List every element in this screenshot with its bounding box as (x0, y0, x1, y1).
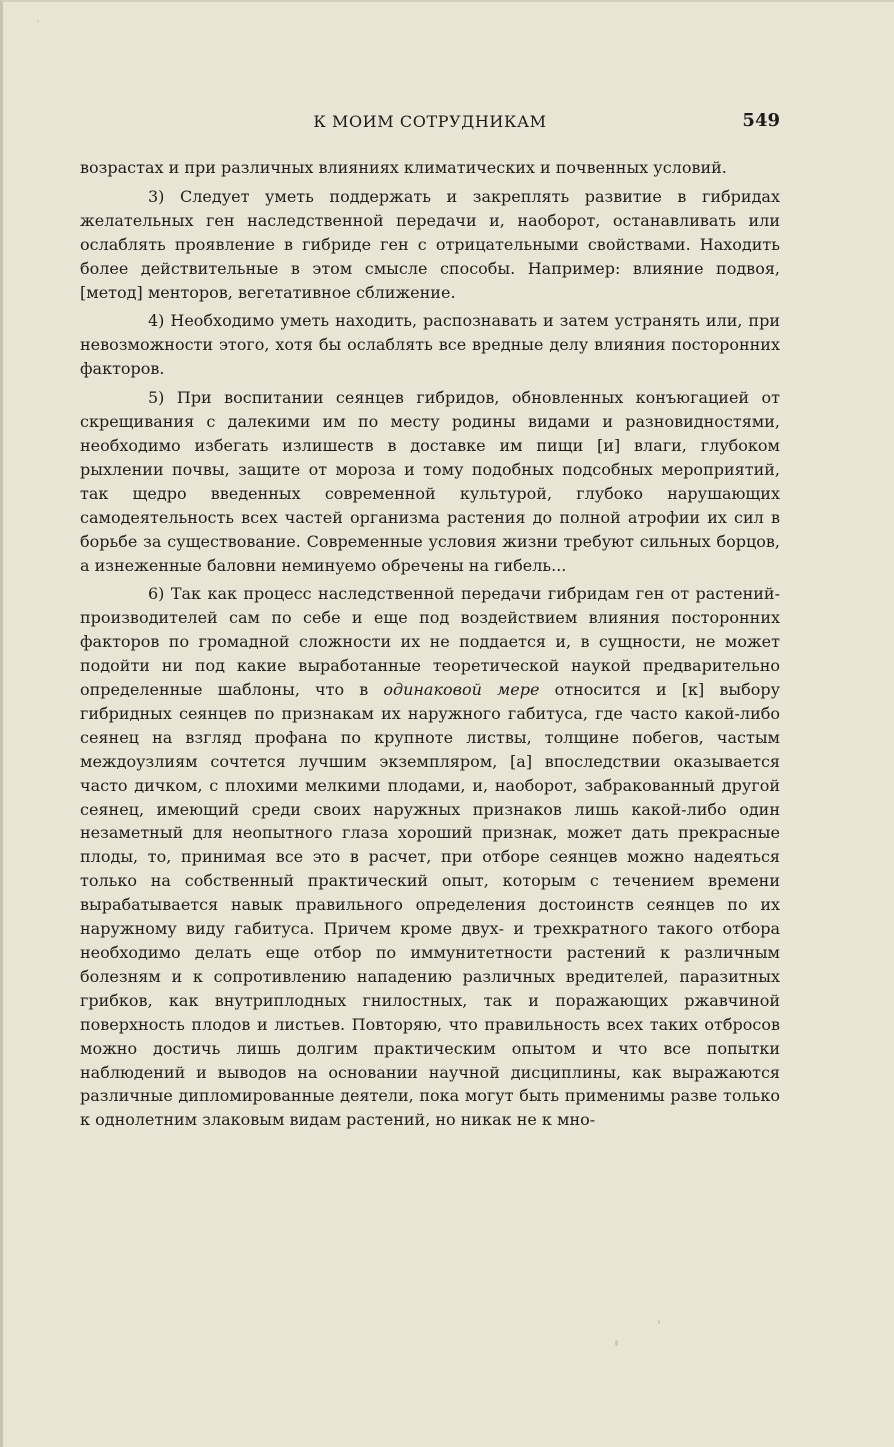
paragraph-6-text-end: относится и [к] выбору гибридных сеянцев по признакам их наружного габитуса, где часто какой-либо сеянец на взгляд профана по крупноте листвы, толщине побегов, частым междоузлиям сочтется лучшим экземпляром, [а] впоследствии оказывается часто дичком, с плохими мелкими плодами, и, наоборот, забракованный другой сеянец, имеющий среди своих наружных признаков лишь какой-либо один незаметный для неопытного глаза хороший признак, может дать прекрасные плоды, то, принимая все это в расчет, при отборе сеянцев можно надеяться только на собственный практический опыт, которым с течением времени вырабатывается навык правильного определения достоинств сеянцев по их наружному виду габитуса. Причем кроме двух- и трехкратного такого отбора необходимо делать еще отбор по иммунитетности растений к различным болезням и к сопротивлению нападению различных вредителей, паразитных грибков, как внутриплодных гнилостных, так и поражающих ржавчиной поверхность плодов и листьев. Повторяю, что правильность всех таких отбросов можно достичь лишь долгим практическим опытом и что все попытки наблюдений и выводов на основании научной дисциплины, как выражаются различные дипломированные деятели, пока могут быть применимы разве только к однолетним злаковым видам растений, но никак не к мно- (80, 680, 781, 1130)
paragraph-continuation: возрастах и при различных влияниях климатических и почвенных условий. (80, 158, 727, 177)
paragraph-4: 4) Необходимо уметь находить, распознавать и затем устранять или, при невозможности этого, хотя бы ослаблять все вредные делу влияния посторонних факторов. (80, 311, 780, 379)
paragraph-6-italic-emphasis: одинаковой мере (383, 680, 540, 700)
paper-speck (615, 1340, 618, 1346)
page-number: 549 (742, 110, 780, 131)
paper-speck (658, 1320, 660, 1324)
page-header (80, 110, 780, 136)
paragraph-3: 3) Следует уметь поддержать и закреплять развитие в гибридах желательных ген наследственной передачи и, наоборот, останавливать или ослаблять проявление в гибриде ген с отрицательными свойствами. Находить более действительные в этом смысле способы. Например: влияние подвоя, [метод] менторов, вегетативное сближение. (80, 186, 780, 302)
paper-speck (37, 20, 39, 22)
body-text (80, 156, 780, 1132)
paragraph-6-text-start: 6) Так как процесс наследственной передачи гибридам ген от растений-производителей сам по себе и еще под воздействием влияния посторонних факторов по громадной сложности их не поддается и, в сущности, не может подойти ни под какие выработанные теоретической наукой предварительно определенные шаблоны, что в (80, 584, 780, 700)
running-head: К МОИМ СОТРУДНИКАМ (313, 112, 547, 131)
paragraph-5: 5) При воспитании сеянцев гибридов, обновленных конъюгацией от скрещивания с далекими им по месту родины видами и разновидностями, необходимо избегать излишеств в доставке им пищи [и] влаги, глубоком рыхлении почвы, защите от мороза и тому подобных подсобных мероприятий, так щедро введенных современной культурой, глубоко нарушающих самодеятельность всех частей организма растения до полной атрофии их сил в борьбе за существование. Современные условия жизни требуют сильных борцов, а изнеженные баловни неминуемо обречены на гибель... (80, 388, 780, 575)
paragraph-6 (80, 582, 780, 1132)
